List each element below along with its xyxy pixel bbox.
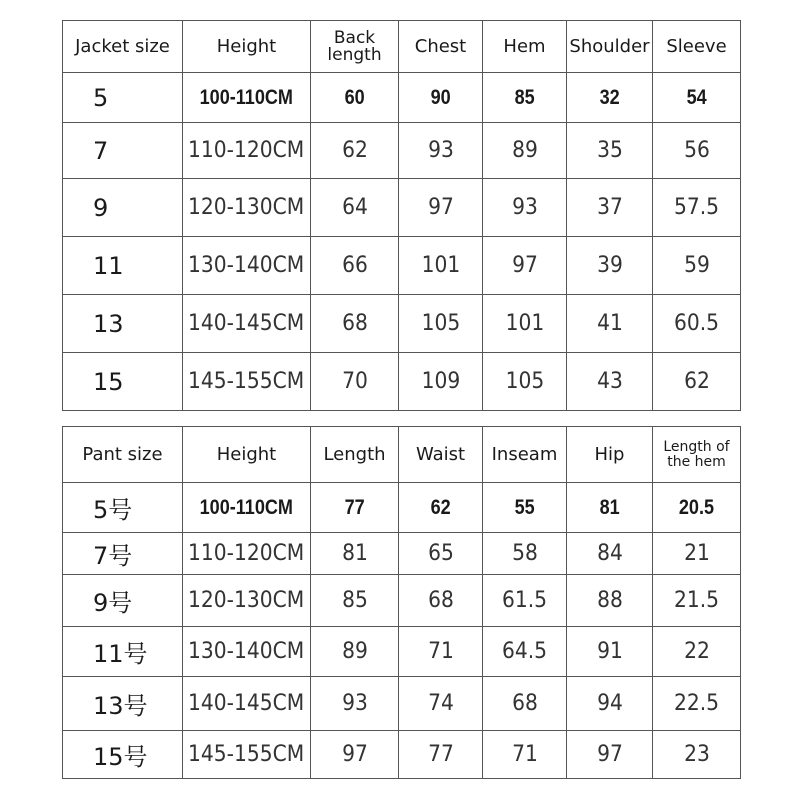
pant-row (63, 533, 741, 575)
jacket-cell: 109 (399, 353, 483, 411)
pant-cell: 23 (653, 731, 741, 779)
jacket-cell: 56 (653, 123, 741, 179)
jacket-row (63, 353, 741, 411)
pant-cell: 71 (399, 627, 483, 677)
jacket-size-cell: 13 (63, 295, 183, 353)
pant-cell: 65 (399, 533, 483, 575)
jacket-cell: 66 (311, 237, 399, 295)
jacket-size-cell: 5 (63, 73, 183, 123)
pant-cell: 22.5 (653, 677, 741, 731)
pant-size-table (62, 426, 741, 779)
jacket-row (63, 237, 741, 295)
jacket-cell: 100-110CM (183, 73, 311, 123)
pant-size-cell: 9号 (63, 575, 183, 627)
jacket-header-hem: Hem (483, 21, 567, 73)
jacket-cell: 35 (567, 123, 653, 179)
pant-row (63, 677, 741, 731)
jacket-cell: 54 (653, 73, 741, 123)
jacket-header-shoulder: Shoulder (567, 21, 653, 73)
pant-cell: 81 (567, 483, 653, 533)
jacket-size-cell: 15 (63, 353, 183, 411)
pant-header-length: Length (311, 427, 399, 483)
pant-header-inseam: Inseam (483, 427, 567, 483)
pant-header-hip: Hip (567, 427, 653, 483)
jacket-cell: 97 (399, 179, 483, 237)
jacket-cell: 60 (311, 73, 399, 123)
jacket-header-size: Jacket size (63, 21, 183, 73)
jacket-cell: 85 (483, 73, 567, 123)
pant-size-cell: 7号 (63, 533, 183, 575)
jacket-cell: 89 (483, 123, 567, 179)
pant-cell: 97 (567, 731, 653, 779)
jacket-cell: 41 (567, 295, 653, 353)
jacket-cell: 101 (483, 295, 567, 353)
jacket-cell: 59 (653, 237, 741, 295)
jacket-size-cell: 11 (63, 237, 183, 295)
jacket-cell: 43 (567, 353, 653, 411)
pant-cell: 85 (311, 575, 399, 627)
jacket-cell: 105 (483, 353, 567, 411)
pant-cell: 22 (653, 627, 741, 677)
jacket-size-table (62, 20, 741, 411)
jacket-header-row (63, 21, 741, 73)
jacket-cell: 93 (483, 179, 567, 237)
jacket-header-sleeve: Sleeve (653, 21, 741, 73)
pant-cell: 91 (567, 627, 653, 677)
pant-cell: 62 (399, 483, 483, 533)
jacket-cell: 37 (567, 179, 653, 237)
jacket-size-cell: 9 (63, 179, 183, 237)
jacket-cell: 130-140CM (183, 237, 311, 295)
jacket-cell: 120-130CM (183, 179, 311, 237)
pant-header-height: Height (183, 427, 311, 483)
jacket-cell: 64 (311, 179, 399, 237)
jacket-cell: 140-145CM (183, 295, 311, 353)
pant-cell: 145-155CM (183, 731, 311, 779)
pant-cell: 84 (567, 533, 653, 575)
pant-size-cell: 5号 (63, 483, 183, 533)
pant-cell: 77 (311, 483, 399, 533)
jacket-cell: 68 (311, 295, 399, 353)
jacket-header-back-length: Back length (311, 21, 399, 73)
pant-cell: 77 (399, 731, 483, 779)
jacket-cell: 90 (399, 73, 483, 123)
jacket-cell: 110-120CM (183, 123, 311, 179)
pant-size-cell: 11号 (63, 627, 183, 677)
pant-cell: 61.5 (483, 575, 567, 627)
pant-cell: 130-140CM (183, 627, 311, 677)
pant-header-row (63, 427, 741, 483)
pant-cell: 20.5 (653, 483, 741, 533)
pant-cell: 120-130CM (183, 575, 311, 627)
jacket-header-chest: Chest (399, 21, 483, 73)
pant-cell: 88 (567, 575, 653, 627)
pant-cell: 64.5 (483, 627, 567, 677)
pant-row (63, 731, 741, 779)
jacket-row (63, 73, 741, 123)
pant-cell: 97 (311, 731, 399, 779)
pant-cell: 71 (483, 731, 567, 779)
pant-cell: 58 (483, 533, 567, 575)
jacket-cell: 60.5 (653, 295, 741, 353)
jacket-cell: 62 (653, 353, 741, 411)
jacket-cell: 97 (483, 237, 567, 295)
jacket-cell: 39 (567, 237, 653, 295)
jacket-row (63, 123, 741, 179)
pant-cell: 140-145CM (183, 677, 311, 731)
jacket-cell: 93 (399, 123, 483, 179)
pant-cell: 110-120CM (183, 533, 311, 575)
pant-header-size: Pant size (63, 427, 183, 483)
pant-cell: 93 (311, 677, 399, 731)
pant-size-cell: 15号 (63, 731, 183, 779)
pant-cell: 55 (483, 483, 567, 533)
jacket-header-height: Height (183, 21, 311, 73)
pant-cell: 21.5 (653, 575, 741, 627)
pant-cell: 89 (311, 627, 399, 677)
pant-row (63, 483, 741, 533)
jacket-row (63, 179, 741, 237)
pant-header-hem-length: Length of the hem (653, 427, 741, 483)
jacket-cell: 145-155CM (183, 353, 311, 411)
jacket-cell: 101 (399, 237, 483, 295)
pant-cell: 94 (567, 677, 653, 731)
pant-cell: 68 (483, 677, 567, 731)
jacket-cell: 105 (399, 295, 483, 353)
pant-row (63, 575, 741, 627)
pant-size-cell: 13号 (63, 677, 183, 731)
jacket-row (63, 295, 741, 353)
pant-cell: 68 (399, 575, 483, 627)
pant-row (63, 627, 741, 677)
pant-cell: 21 (653, 533, 741, 575)
pant-cell: 74 (399, 677, 483, 731)
jacket-cell: 62 (311, 123, 399, 179)
pant-cell: 81 (311, 533, 399, 575)
jacket-cell: 70 (311, 353, 399, 411)
jacket-cell: 32 (567, 73, 653, 123)
jacket-size-cell: 7 (63, 123, 183, 179)
pant-header-waist: Waist (399, 427, 483, 483)
pant-cell: 100-110CM (183, 483, 311, 533)
jacket-cell: 57.5 (653, 179, 741, 237)
